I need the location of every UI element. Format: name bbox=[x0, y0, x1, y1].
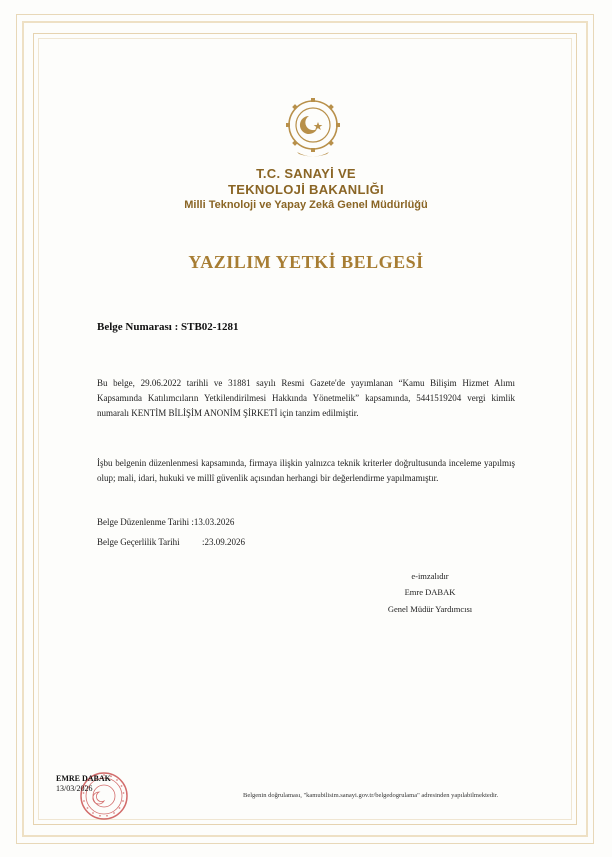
signatory-name: Emre DABAK bbox=[404, 587, 456, 597]
issue-date-value: 13.03.2026 bbox=[193, 517, 235, 527]
signatory-position: Genel Müdür Yardımcısı bbox=[387, 604, 473, 614]
verification-footer: Belgenin doğrulaması, "kamubilisim.sanayi.gov.tr/belgedogrulama" adresinden yapılabilmektedir. bbox=[243, 792, 499, 799]
body-paragraph-2: İşbu belgenin düzenlenmesi kapsamında, firmaya ilişkin yalnızca teknik kriterler doğrultusunda inceleme yapılmış olup; mali, idari, hukuki ve millî güvenlik açısından herhangi bir değerlendirme yapılmamıştır. bbox=[97, 458, 515, 483]
document-number: Belge Numarası : STB02-1281 bbox=[97, 321, 239, 333]
stamp-date: 13/03/2026 bbox=[56, 784, 93, 793]
issue-date-label: Belge Düzenlenme Tarihi : bbox=[97, 517, 194, 527]
e-signature-note: e-imzalıdır bbox=[411, 571, 449, 581]
ministry-name-line1: T.C. SANAYİ VE bbox=[256, 166, 356, 181]
validity-date-label: Belge Geçerlilik Tarihi bbox=[97, 537, 180, 547]
body-paragraph-1: Bu belge, 29.06.2022 tarihli ve 31881 sayılı Resmi Gazete'de yayımlanan “Kamu Bilişim Hizmet Alımı Kapsamında Katılımcıların Yetkilendirilmesi Hakkında Yönetmelik” kapsamında, 5441519204 vergi kimlik numaralı KENTİM BİLİŞİM ANONİM ŞİRKETİ için tanzim edilmiştir. bbox=[97, 378, 515, 418]
department-name: Milli Teknoloji ve Yapay Zekâ Genel Müdürlüğü bbox=[184, 199, 428, 211]
issue-date-row bbox=[97, 517, 234, 527]
validity-date-row bbox=[97, 537, 245, 547]
ministry-emblem-icon bbox=[283, 95, 343, 161]
document-title: YAZILIM YETKİ BELGESİ bbox=[188, 252, 424, 272]
validity-date-value: :23.09.2026 bbox=[202, 537, 246, 547]
ministry-name-line2: TEKNOLOJİ BAKANLIĞI bbox=[228, 182, 384, 197]
stamp-signer-name: EMRE DABAK bbox=[56, 774, 111, 783]
